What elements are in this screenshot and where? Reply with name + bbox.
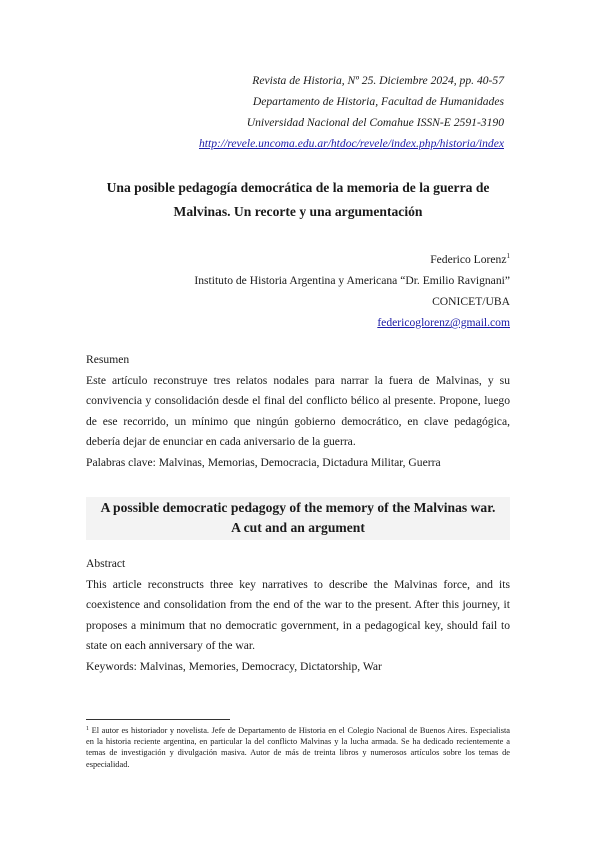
author-institute: Instituto de Historia Argentina y Americana “Dr. Emilio Ravignani” [194,274,510,287]
title-es-line-1: Una posible pedagogía democrática de la memoria de la guerra de [106,180,490,195]
abstract-body: This article reconstructs three key narratives to describe the Malvinas force, and its coexistence and consolidation from the end of the war to the present. After this journey, it proposes a minimum that no democratic government, in a pedagogical key, should fail to state on each anniversary of the war. [86,577,510,653]
title-en-line-2: A cut and an argument [231,520,365,535]
title-es-line-2: Malvinas. Un recorte y una argumentación [173,204,423,219]
resumen-body: Este artículo reconstruye tres relatos nodales para narrar la fuera de Malvinas, y su convivencia y consolidación desde el final del conflicto bélico al presente. Propone, luego de ese recorrido, un mínimo que ningún gobierno democrático, en clave pedagógica, debería dejar de enunciar en cada aniversario de la guerra. [86,373,510,449]
abstract-heading: Abstract [86,557,126,570]
article-title-spanish [80,176,516,224]
author-block [194,246,510,333]
footnote-mark: 1 [86,726,89,732]
title-en-line-1: A possible democratic pedagogy of the memory of the Malvinas war. [100,500,496,515]
author-footnote-mark[interactable]: 1 [506,252,510,260]
author-organization: CONICET/UBA [432,295,510,308]
resumen-heading: Resumen [86,353,130,366]
footnote-text: El autor es historiador y novelista. Jefe de Departamento de Historia en el Colegio Nacional de Buenos Aires. Especialista en la historia reciente argentina, en particular la del conflicto Malvinas y la lucha armada. Se ha dedicado recientemente a temas de investigación y divulgación masiva. Autor de más de treinta libros y numerosos artículos sobre los temas de especialidad. [86,726,510,769]
footnote-separator [86,719,230,720]
author-name: Federico Lorenz [430,253,507,266]
journal-university-issn: Universidad Nacional del Comahue ISSN-E 2591-3190 [246,116,504,129]
footnote [86,724,510,770]
journal-citation: Revista de Historia, Nº 25. Diciembre 2024, pp. 40-57 [252,74,504,87]
author-email-link[interactable]: federicoglorenz@gmail.com [377,316,510,329]
journal-url-link[interactable]: http://revele.uncoma.edu.ar/htdoc/revele/index.php/historia/index [198,137,504,150]
resumen-keywords: Palabras clave: Malvinas, Memorias, Democracia, Dictadura Militar, Guerra [86,455,441,469]
abstract-keywords: Keywords: Malvinas, Memories, Democracy, Dictatorship, War [86,659,382,673]
journal-department: Departamento de Historia, Facultad de Humanidades [252,95,504,108]
journal-header [199,70,504,154]
resumen-section [86,350,510,474]
abstract-section [86,554,510,678]
article-title-english [86,497,510,540]
